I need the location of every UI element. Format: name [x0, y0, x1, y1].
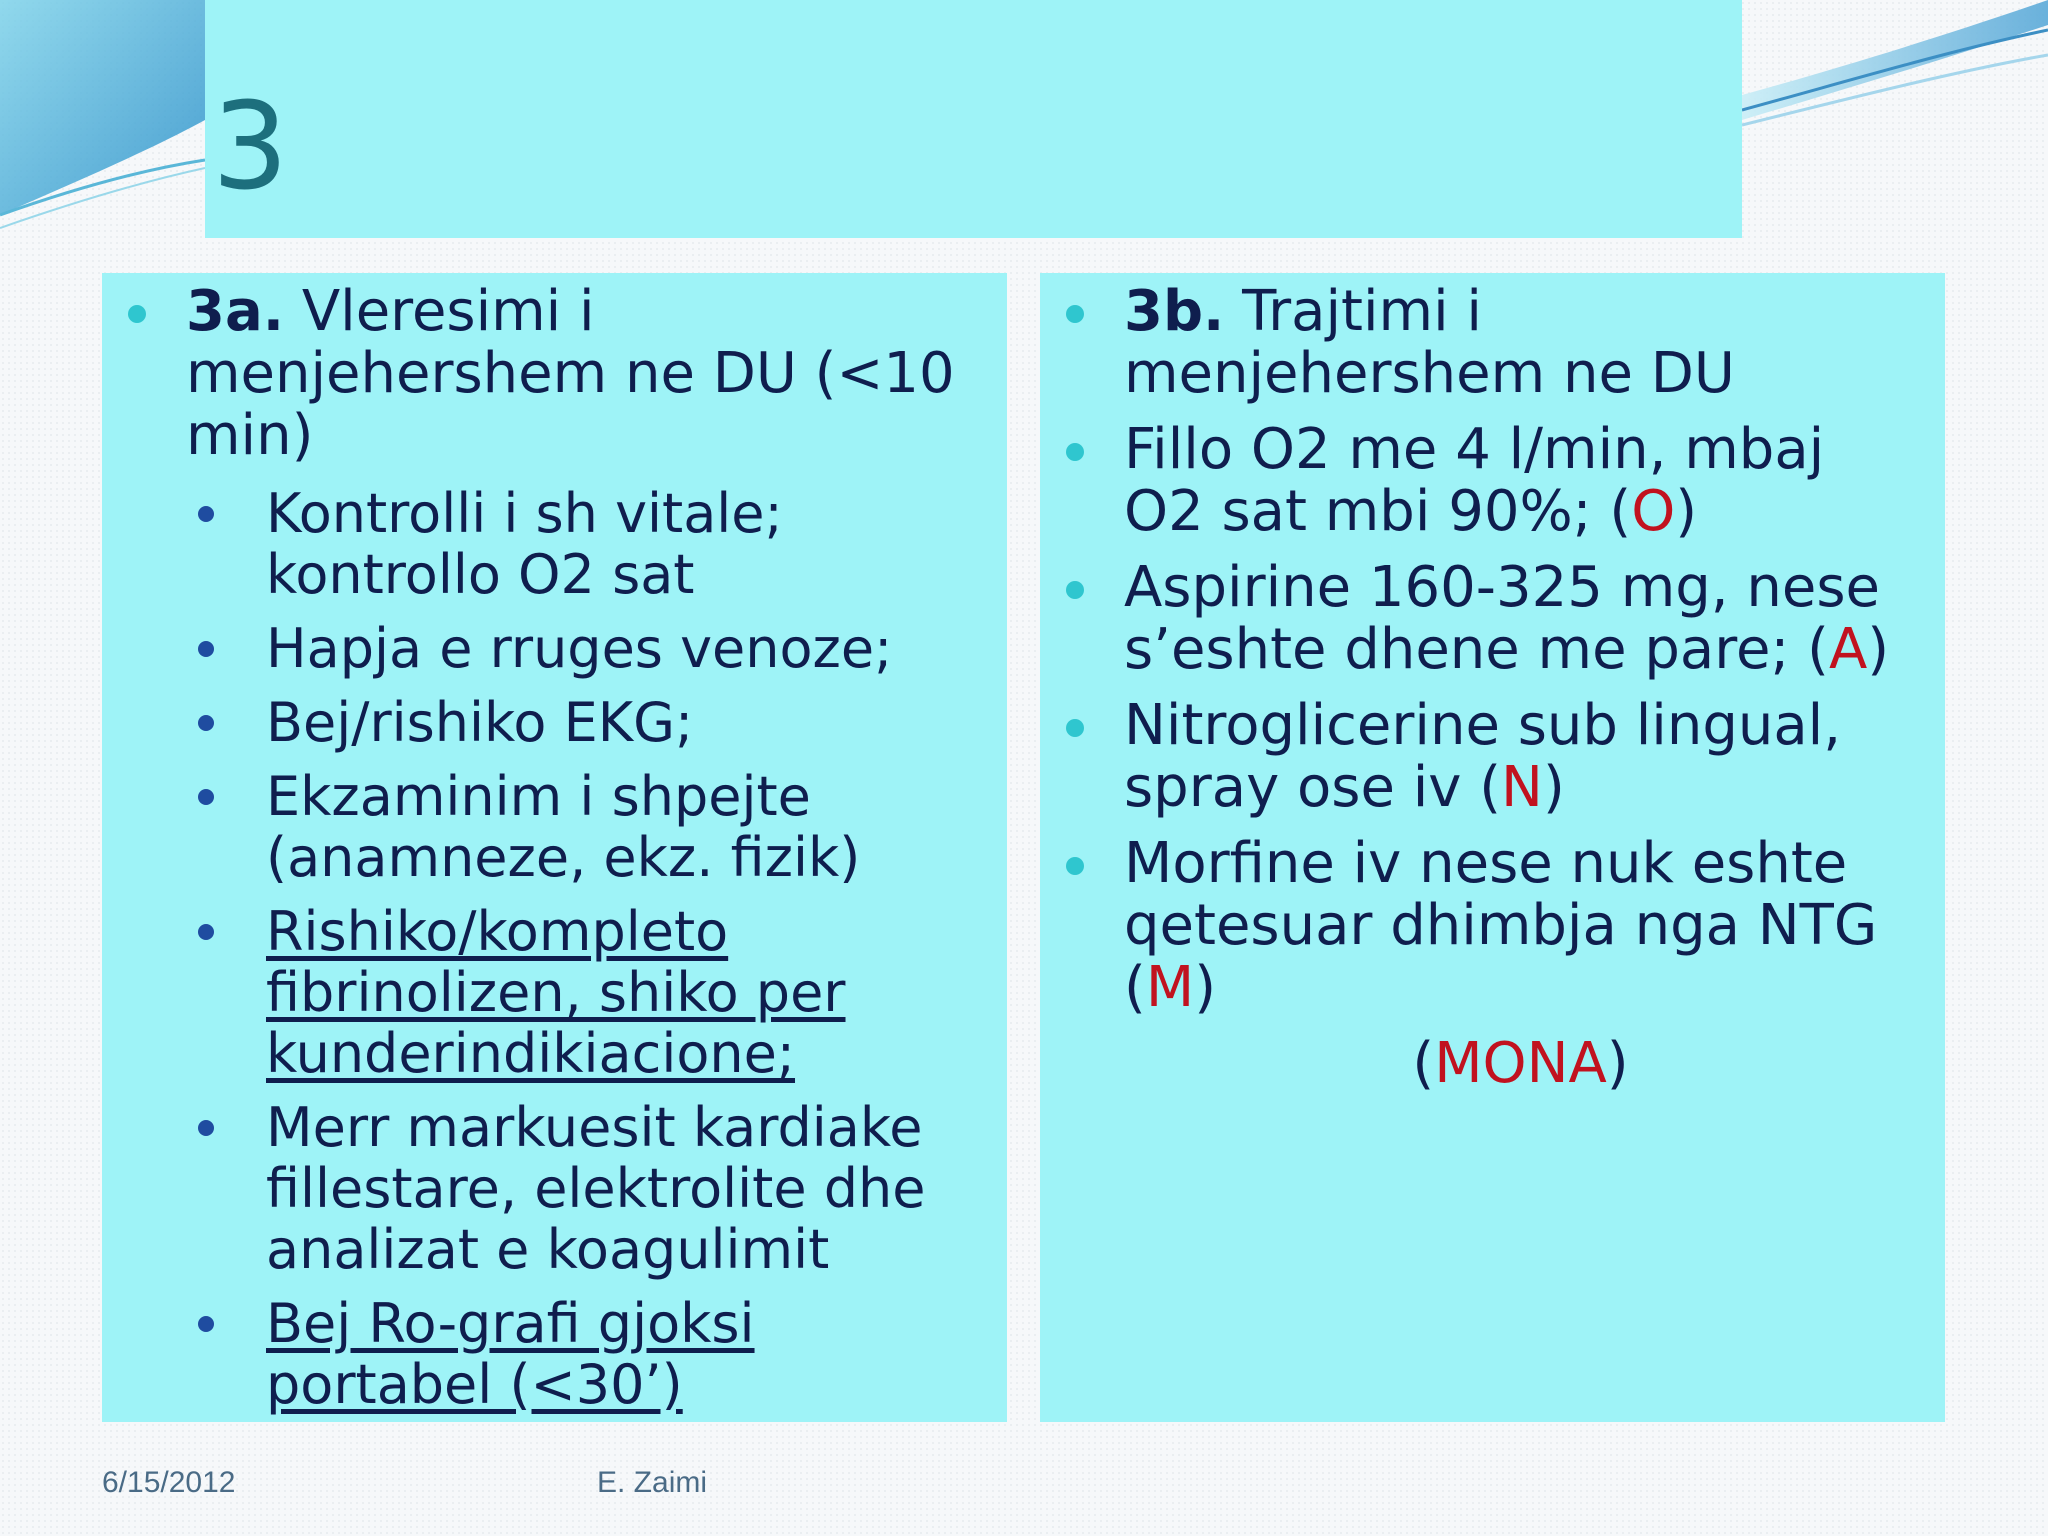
- right-heading-bullet: [1040, 281, 1917, 405]
- item-text-close: ): [1675, 479, 1698, 544]
- item-text: Aspirine 160-325 mg, nese s’eshte dhene me pare; (: [1124, 555, 1880, 682]
- left-sub-item-text: Hapja e rruges venoze;: [266, 617, 893, 680]
- left-heading-number: 3a.: [186, 279, 285, 344]
- item-text: Nitroglicerine sub lingual, spray ose iv (: [1124, 693, 1842, 820]
- right-swoosh-decoration: [1742, 0, 2048, 140]
- left-sub-item-text: Bej/rishiko EKG;: [266, 691, 694, 754]
- left-sub-item: [184, 692, 979, 753]
- right-item-oxygen: [1040, 419, 1917, 543]
- left-sub-item-text: Merr markuesit kardiake fillestare, elektrolite dhe analizat e koagulimit: [266, 1096, 926, 1281]
- mnemonic-letter: A: [1828, 617, 1868, 682]
- right-item-aspirin: [1040, 557, 1917, 681]
- footer-date: 6/15/2012: [102, 1466, 236, 1499]
- right-content-panel: [1040, 273, 1945, 1422]
- title-band: [205, 0, 1742, 238]
- item-text-close: ): [1542, 755, 1565, 820]
- mona-open: (: [1412, 1031, 1435, 1096]
- left-heading-text: Vleresimi i menjehershem ne DU (<10 min): [186, 279, 955, 468]
- left-sub-item: [184, 483, 979, 605]
- right-heading-text: Trajtimi i menjehershem ne DU: [1124, 279, 1735, 406]
- left-sub-item-text: Kontrolli i sh vitale; kontrollo O2 sat: [266, 482, 783, 606]
- item-text: Morfine iv nese nuk eshte qetesuar dhimbja nga NTG (: [1124, 831, 1878, 1020]
- right-item-morphine: [1040, 833, 1917, 1019]
- mona-close: ): [1606, 1031, 1629, 1096]
- left-content-panel: [102, 273, 1007, 1422]
- mnemonic-letter: N: [1501, 755, 1543, 820]
- mnemonic-letter: M: [1145, 955, 1195, 1020]
- fibrinolysis-link[interactable]: Rishiko/kompleto fibrinolizen, shiko per kunderindikiacione;: [266, 900, 846, 1085]
- left-sub-item-link[interactable]: [184, 1293, 979, 1415]
- left-sub-item-link[interactable]: [184, 901, 979, 1084]
- item-text-close: ): [1194, 955, 1217, 1020]
- left-main-bullet: [102, 281, 979, 1415]
- left-sub-item: [184, 1097, 979, 1280]
- mona-mnemonic: [1040, 1033, 1917, 1095]
- left-sub-item-text: Ekzaminim i shpejte (anamneze, ekz. fizik): [266, 765, 861, 889]
- left-swoosh-decoration: [0, 0, 220, 240]
- right-heading-number: 3b.: [1124, 279, 1225, 344]
- mona-word: MONA: [1434, 1031, 1607, 1096]
- xray-link[interactable]: Bej Ro-grafi gjoksi portabel (<30’): [266, 1292, 755, 1416]
- left-sub-item: [184, 766, 979, 888]
- item-text: Fillo O2 me 4 l/min, mbaj O2 sat mbi 90%; (: [1124, 417, 1825, 544]
- slide-title: 3: [212, 78, 289, 217]
- footer-author: E. Zaimi: [597, 1466, 708, 1499]
- left-sub-item: [184, 618, 979, 679]
- right-item-nitroglycerin: [1040, 695, 1917, 819]
- mnemonic-letter: O: [1631, 479, 1676, 544]
- item-text-close: ): [1867, 617, 1890, 682]
